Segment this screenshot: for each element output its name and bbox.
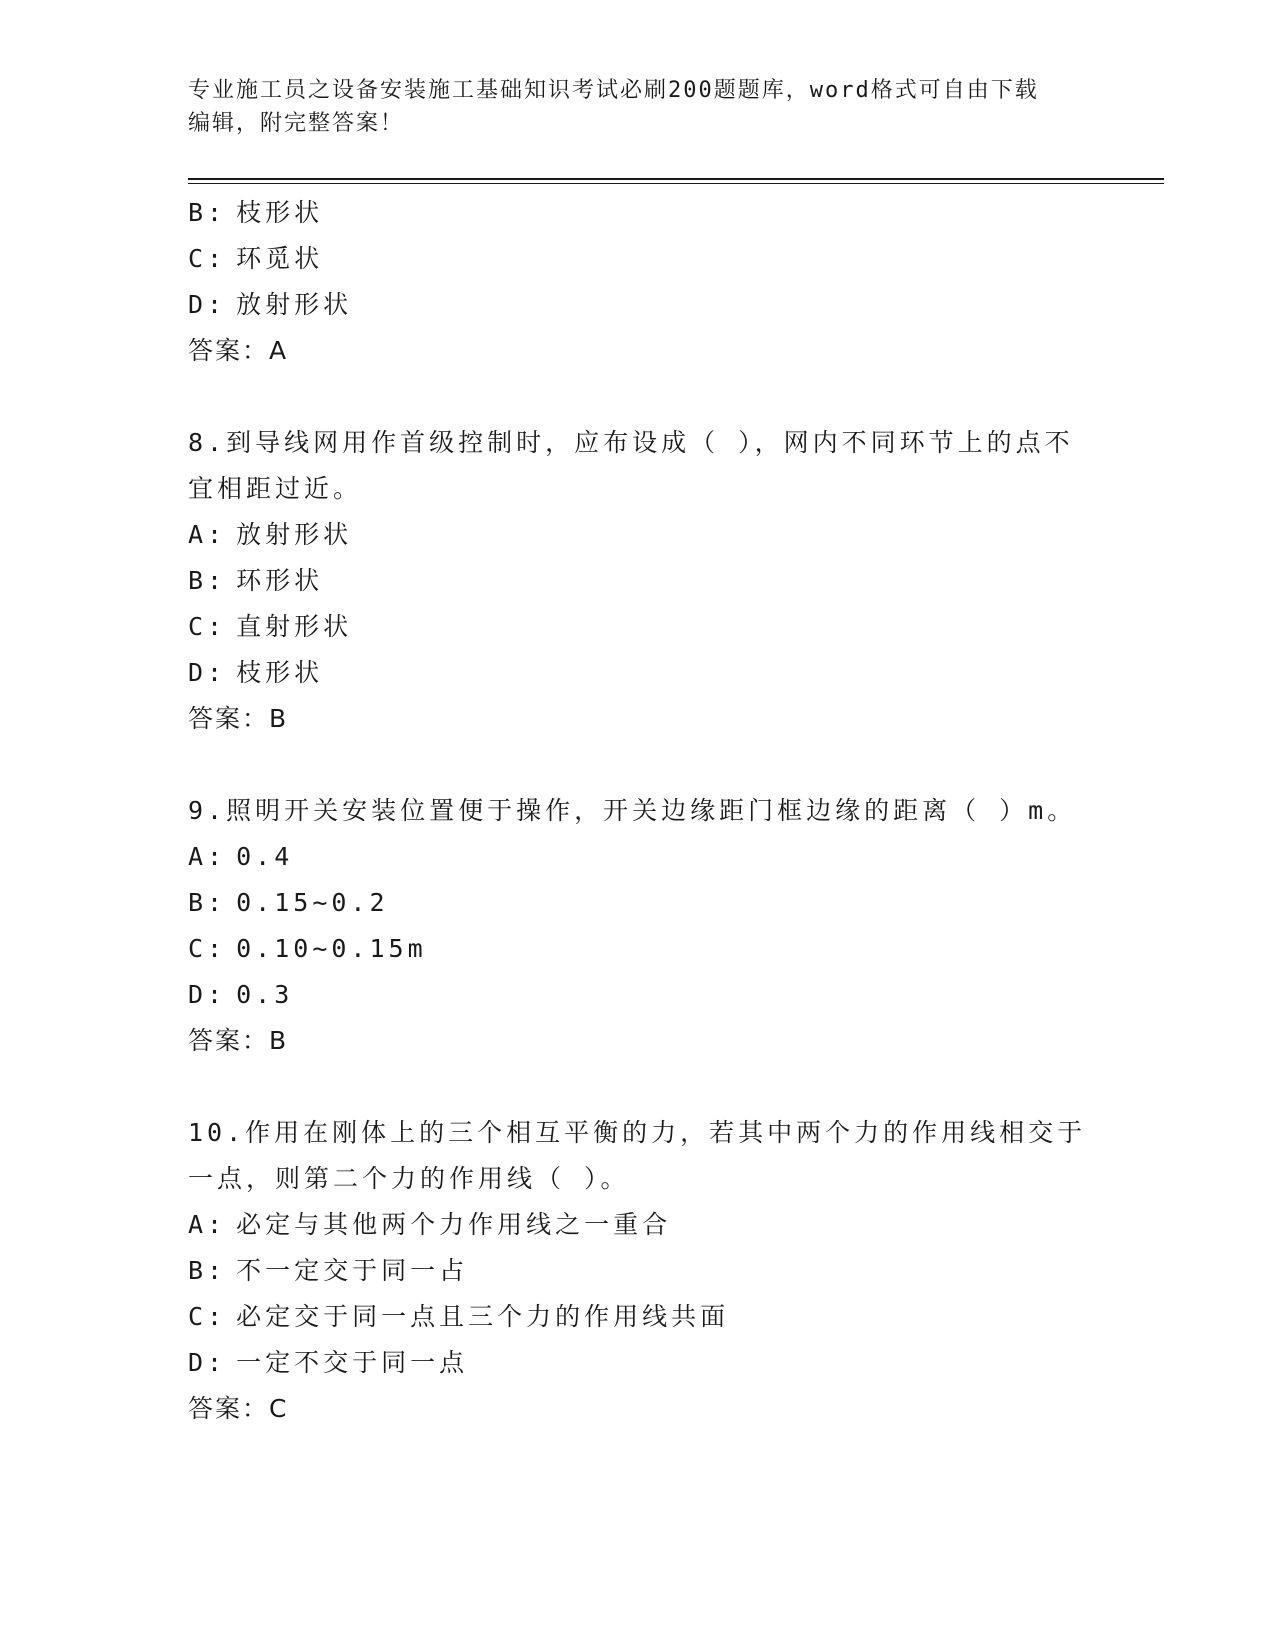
header-line-1: 专业施工员之设备安装施工基础知识考试必刷200题题库，word格式可自由下载 — [188, 78, 1039, 103]
option-b — [188, 880, 1088, 926]
answer-line: 答案：C — [188, 1394, 289, 1423]
header-rule-thin — [188, 183, 1164, 184]
option-d — [188, 1340, 1088, 1386]
option-a — [188, 512, 1088, 558]
option-letter: D: — [188, 1348, 227, 1377]
option-b — [188, 190, 1088, 236]
page-header — [188, 74, 1088, 140]
option-letter: C: — [188, 934, 227, 963]
option-text: 放射形状 — [236, 520, 353, 549]
option-text: 0.10~0.15m — [236, 934, 427, 963]
question-text-line-1: 10.作用在刚体上的三个相互平衡的力，若其中两个力的作用线相交于 — [188, 1118, 1087, 1147]
option-text: 0.3 — [236, 980, 294, 1009]
option-letter: B: — [188, 1256, 227, 1285]
option-letter: D: — [188, 290, 227, 319]
option-letter: D: — [188, 658, 227, 687]
option-letter: B: — [188, 888, 227, 917]
question-text-line-2: 一点，则第二个力的作用线（ ）。 — [188, 1164, 630, 1193]
option-text: 0.4 — [236, 842, 294, 871]
option-text: 枝形状 — [236, 198, 324, 227]
option-letter: C: — [188, 612, 227, 641]
option-text: 必定与其他两个力作用线之一重合 — [236, 1210, 672, 1239]
option-text: 放射形状 — [236, 290, 353, 319]
option-letter: C: — [188, 1302, 227, 1331]
option-text: 必定交于同一点且三个力的作用线共面 — [236, 1302, 730, 1331]
spacer — [188, 742, 1088, 788]
option-text: 环觅状 — [236, 244, 324, 273]
option-letter: A: — [188, 1210, 227, 1239]
header-rule-thick — [188, 178, 1164, 180]
option-letter: C: — [188, 244, 227, 273]
option-c — [188, 604, 1088, 650]
option-b — [188, 1248, 1088, 1294]
option-letter: B: — [188, 566, 227, 595]
option-text: 直射形状 — [236, 612, 353, 641]
option-d — [188, 972, 1088, 1018]
question-10-block — [188, 1110, 1088, 1432]
spacer — [188, 1064, 1088, 1110]
option-text: 0.15~0.2 — [236, 888, 389, 917]
option-d — [188, 650, 1088, 696]
option-letter: A: — [188, 520, 227, 549]
question-8-block — [188, 420, 1088, 742]
header-line-2: 编辑，附完整答案！ — [188, 111, 405, 136]
prev-question-block — [188, 190, 1088, 374]
question-text-line-2: 宜相距过近。 — [188, 474, 363, 503]
question-text-line-1: 9.照明开关安装位置便于操作，开关边缘距门框边缘的距离（ ）m。 — [188, 796, 1077, 825]
option-text: 一定不交于同一点 — [236, 1348, 469, 1377]
answer-line: 答案：B — [188, 704, 289, 733]
answer-line: 答案：B — [188, 1026, 289, 1055]
option-c — [188, 1294, 1088, 1340]
option-letter: B: — [188, 198, 227, 227]
option-text: 枝形状 — [236, 658, 324, 687]
option-c — [188, 236, 1088, 282]
option-c — [188, 926, 1088, 972]
answer-line: 答案：A — [188, 336, 289, 365]
option-text: 不一定交于同一占 — [236, 1256, 469, 1285]
option-letter: A: — [188, 842, 227, 871]
document-body — [188, 190, 1088, 1432]
option-a — [188, 834, 1088, 880]
question-9-block — [188, 788, 1088, 1064]
spacer — [188, 374, 1088, 420]
question-text-line-1: 8.到导线网用作首级控制时，应布设成（ ），网内不同环节上的点不 — [188, 428, 1074, 457]
option-d — [188, 282, 1088, 328]
option-text: 环形状 — [236, 566, 324, 595]
option-a — [188, 1202, 1088, 1248]
option-letter: D: — [188, 980, 227, 1009]
option-b — [188, 558, 1088, 604]
